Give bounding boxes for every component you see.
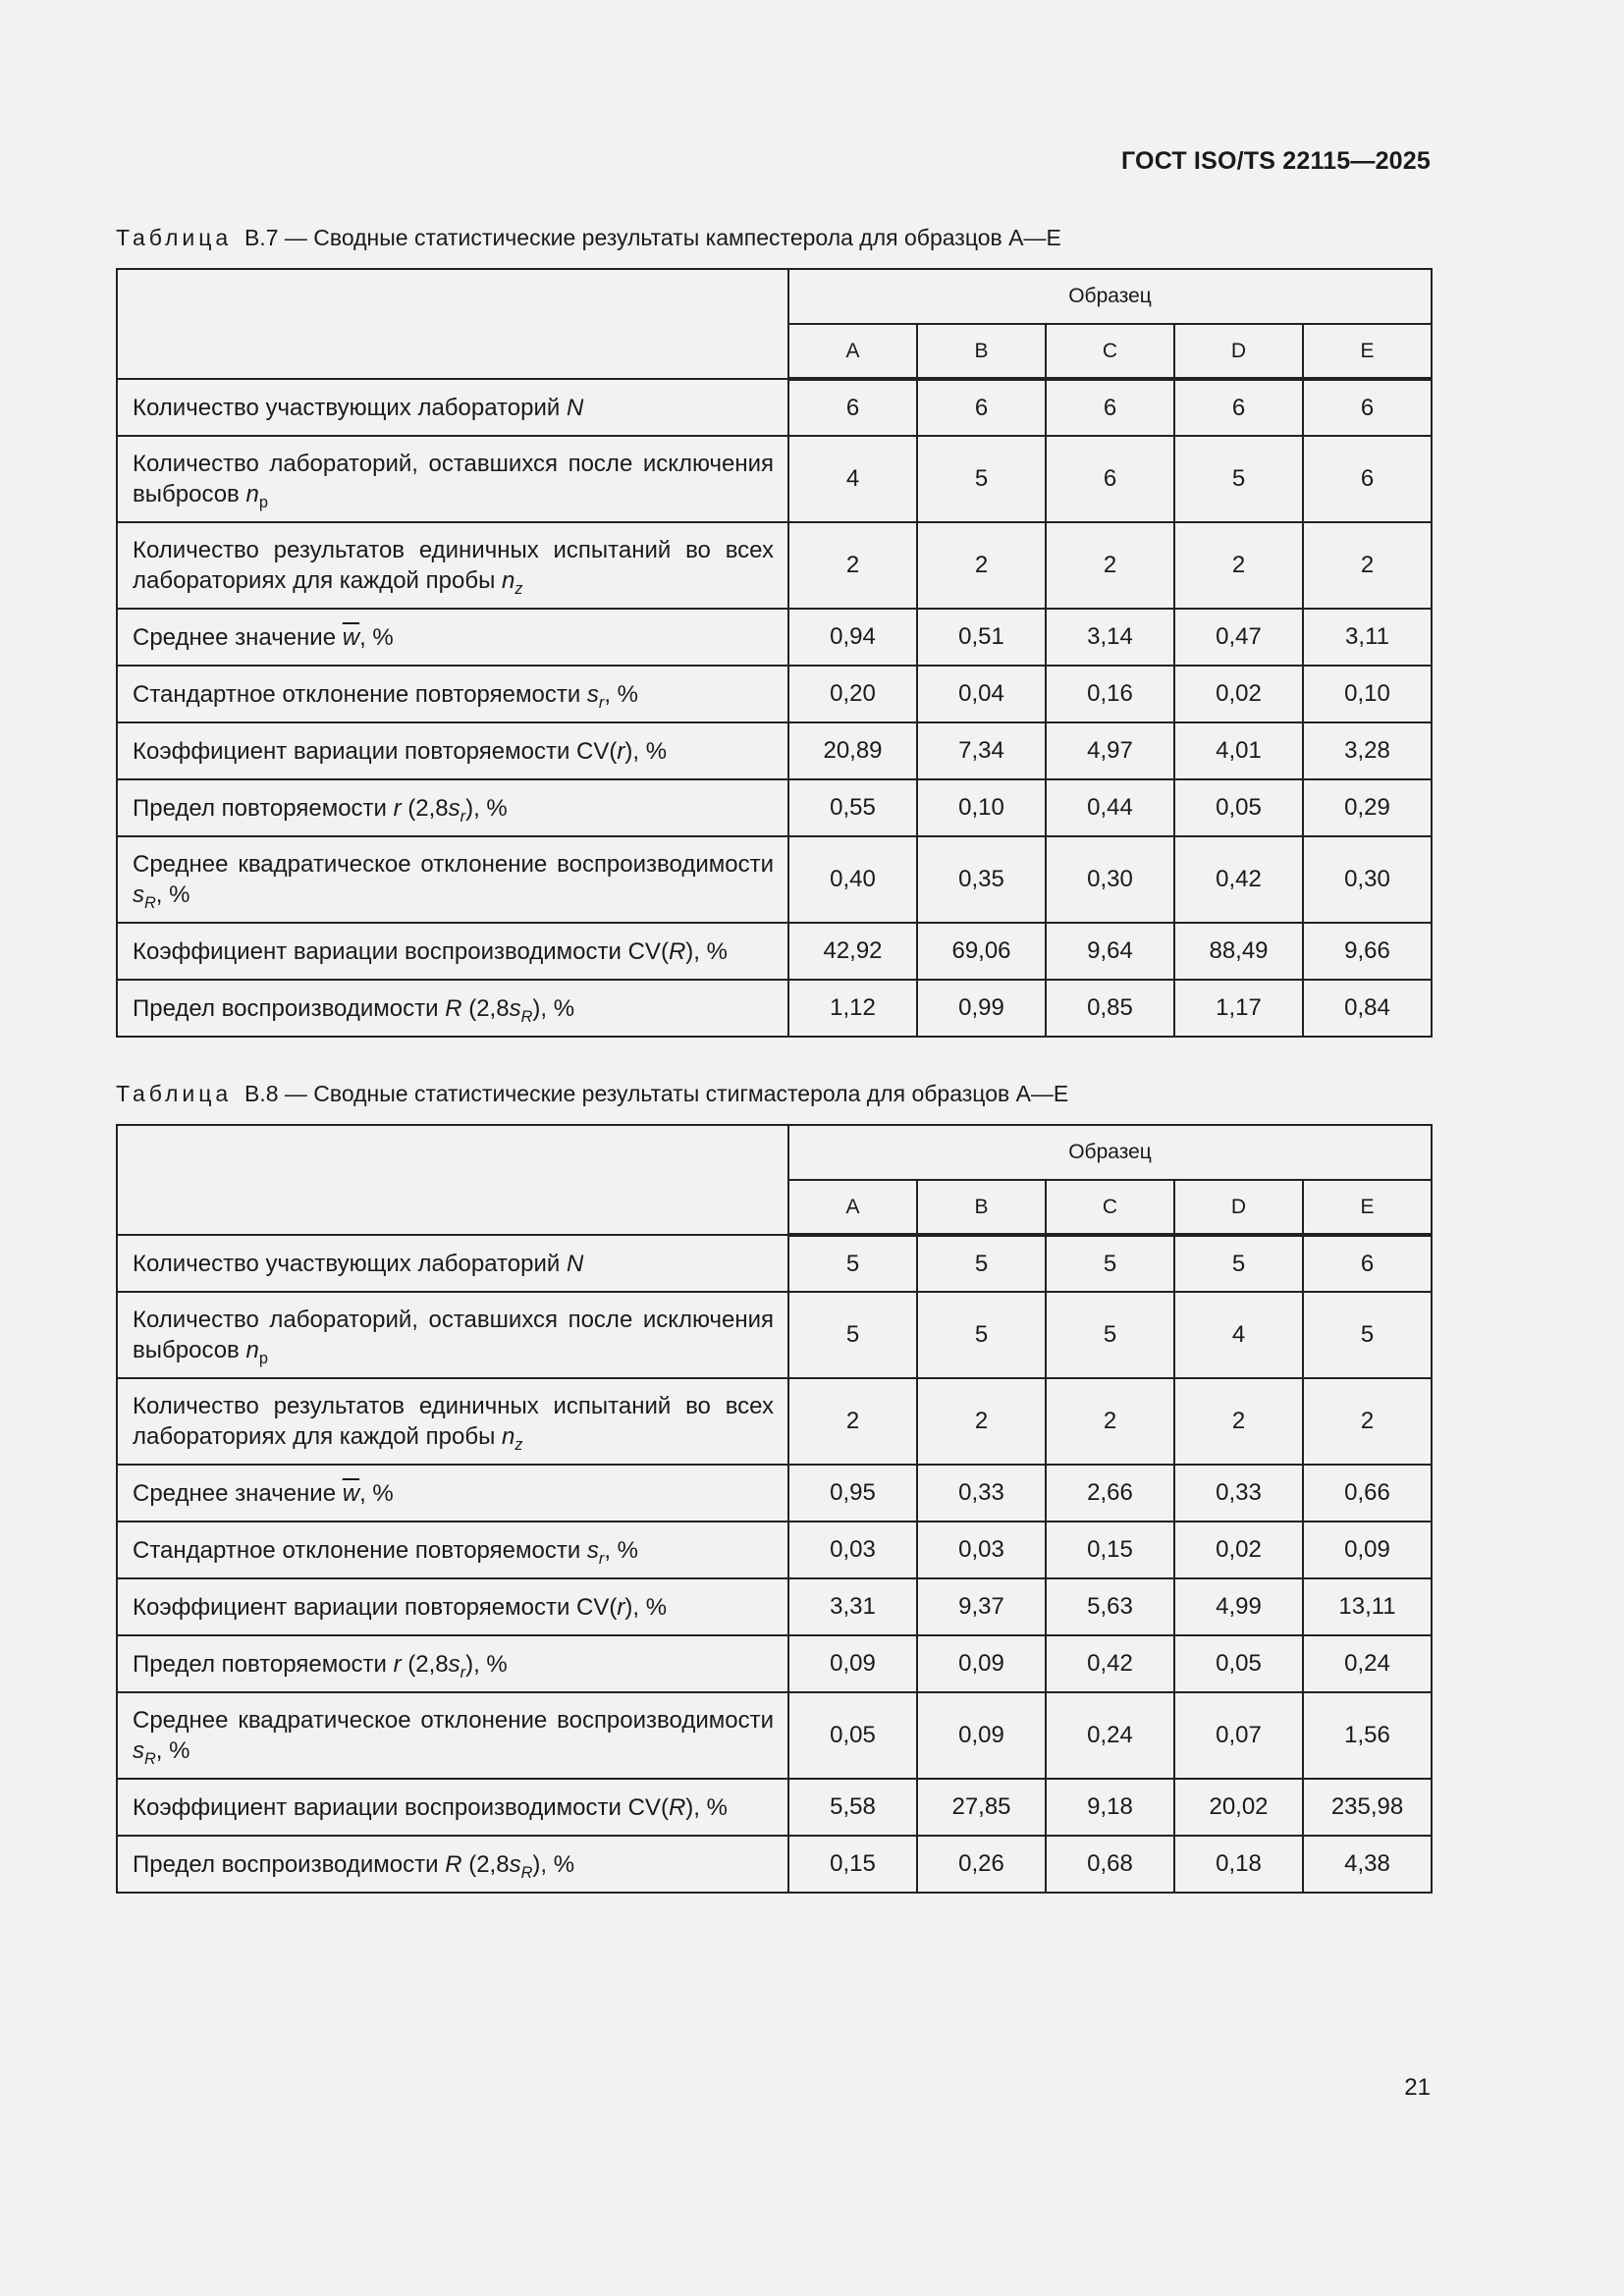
label-text: Количество лабораторий, оставшихся после исключения выбросов (133, 1307, 774, 1363)
table-cell: 20,89 (788, 722, 917, 779)
label-text: Коэффициент вариации воспроизводимости CV( (133, 1793, 669, 1821)
table-caption (116, 1081, 1068, 1107)
row-label (117, 522, 788, 609)
table-cell: 9,64 (1046, 923, 1174, 980)
table-cell: 0,30 (1046, 836, 1174, 923)
table-cell: 6 (788, 379, 917, 436)
table-cell: 0,33 (1174, 1465, 1303, 1522)
label-text: (2,8 (401, 1650, 449, 1678)
table-cell: 2 (1303, 1378, 1432, 1465)
label-text: Среднее значение (133, 1479, 343, 1507)
table-cell: 0,24 (1046, 1692, 1174, 1779)
table-cell: 0,42 (1046, 1635, 1174, 1692)
table-cell: 88,49 (1174, 923, 1303, 980)
subscript: r (460, 807, 466, 826)
table-cell: 0,02 (1174, 1522, 1303, 1578)
symbol: $\overline{w}$ (342, 1479, 360, 1507)
table-cell: 2 (917, 1378, 1046, 1465)
stats-table-b8 (116, 1124, 1433, 1894)
table-cell: 2 (1046, 522, 1174, 609)
label-text: (2,8 (461, 994, 510, 1022)
label-text: , % (155, 881, 190, 908)
page-number: 21 (1404, 2074, 1431, 2101)
label-text: Предел воспроизводимости (133, 994, 446, 1022)
symbol: n (501, 1423, 515, 1450)
table-cell: 9,37 (917, 1578, 1046, 1635)
row-label (117, 836, 788, 923)
table-cell: 6 (1303, 436, 1432, 522)
table-cell: 4 (1174, 1292, 1303, 1378)
table-row (117, 1235, 1432, 1292)
stub-header-cell (117, 1125, 788, 1235)
table-cell: 0,04 (917, 666, 1046, 722)
table-cell: 0,40 (788, 836, 917, 923)
table-cell: 5 (788, 1235, 917, 1292)
table-cell: 69,06 (917, 923, 1046, 980)
table-cell: 5 (788, 1292, 917, 1378)
table-cell: 0,47 (1174, 609, 1303, 666)
subscript: z (514, 580, 523, 598)
column-header: E (1303, 324, 1432, 379)
table-cell: 1,12 (788, 980, 917, 1037)
label-text: (2,8 (401, 794, 449, 822)
table-cell: 4,38 (1303, 1836, 1432, 1893)
table-cell: 235,98 (1303, 1779, 1432, 1836)
stats-table-b7 (116, 268, 1433, 1038)
table-cell: 0,33 (917, 1465, 1046, 1522)
group-header: Образец (788, 269, 1432, 324)
table-cell: 5 (1174, 436, 1303, 522)
label-text: Количество лабораторий, оставшихся после исключения выбросов (133, 451, 774, 507)
table-cell: 0,02 (1174, 666, 1303, 722)
table-row (117, 666, 1432, 722)
row-label (117, 436, 788, 522)
table-cell: 4,97 (1046, 722, 1174, 779)
table-row (117, 722, 1432, 779)
label-text: ), % (685, 1793, 728, 1821)
stub-header-cell (117, 269, 788, 379)
table-cell: 2 (788, 522, 917, 609)
label-text: ), % (532, 1850, 575, 1878)
label-text: Стандартное отклонение повторяемости (133, 680, 587, 708)
column-header: C (1046, 324, 1174, 379)
table-cell: 5,63 (1046, 1578, 1174, 1635)
table-cell: 2 (917, 522, 1046, 609)
symbol: s (448, 1650, 460, 1678)
table-cell: 1,56 (1303, 1692, 1432, 1779)
table-row (117, 1292, 1432, 1378)
row-label (117, 1779, 788, 1836)
table-cell: 2 (1174, 522, 1303, 609)
table-cell: 0,99 (917, 980, 1046, 1037)
table-caption-text: В.7 — Сводные статистические результаты кампестерола для образцов A—E (244, 225, 1061, 250)
label-text: Количество результатов единичных испытаний во всех лабораториях для каждой пробы (133, 537, 774, 594)
table-cell: 0,03 (917, 1522, 1046, 1578)
column-header: A (788, 324, 917, 379)
label-text: Коэффициент вариации воспроизводимости CV( (133, 937, 669, 965)
table-row (117, 1836, 1432, 1893)
table-cell: 0,09 (1303, 1522, 1432, 1578)
table-cell: 2,66 (1046, 1465, 1174, 1522)
symbol: r (617, 737, 625, 765)
table-cell: 2 (1303, 522, 1432, 609)
table-cell: 0,66 (1303, 1465, 1432, 1522)
table-cell: 0,84 (1303, 980, 1432, 1037)
symbol: s (586, 680, 599, 708)
table-row (117, 980, 1432, 1037)
table-cell: 6 (1174, 379, 1303, 436)
row-label (117, 980, 788, 1037)
symbol: n (245, 1337, 259, 1363)
table-cell: 0,09 (917, 1692, 1046, 1779)
table-row (117, 1692, 1432, 1779)
subscript: p (258, 1350, 268, 1367)
table-row (117, 779, 1432, 836)
label-text: ), % (465, 1650, 508, 1678)
label-text: , % (604, 1536, 639, 1564)
table-cell: 6 (917, 379, 1046, 436)
table-cell: 0,05 (1174, 779, 1303, 836)
table-cell: 5 (1174, 1235, 1303, 1292)
row-label (117, 1292, 788, 1378)
group-header: Образец (788, 1125, 1432, 1180)
subscript: r (460, 1663, 466, 1682)
label-text: Количество участвующих лабораторий (133, 1250, 567, 1277)
label-text: Коэффициент вариации повторяемости CV( (133, 1593, 618, 1621)
row-label (117, 1836, 788, 1893)
table-row (117, 436, 1432, 522)
row-label (117, 722, 788, 779)
label-text: Предел повторяемости (133, 794, 394, 822)
table-cell: 0,15 (1046, 1522, 1174, 1578)
row-label (117, 1635, 788, 1692)
table-cell: 4 (788, 436, 917, 522)
row-label (117, 1465, 788, 1522)
symbol: s (448, 794, 460, 822)
column-header: A (788, 1180, 917, 1235)
table-cell: 0,42 (1174, 836, 1303, 923)
symbol: n (501, 567, 515, 594)
table-cell: 0,09 (917, 1635, 1046, 1692)
column-header: C (1046, 1180, 1174, 1235)
table-cell: 4,01 (1174, 722, 1303, 779)
table-cell: 6 (1303, 1235, 1432, 1292)
table-cell: 5 (917, 436, 1046, 522)
column-header: B (917, 1180, 1046, 1235)
row-label (117, 666, 788, 722)
label-text: (2,8 (461, 1850, 510, 1878)
table-row (117, 1635, 1432, 1692)
symbol: R (445, 1850, 462, 1878)
table-cell: 0,55 (788, 779, 917, 836)
row-label (117, 1522, 788, 1578)
table-cell: 0,05 (1174, 1635, 1303, 1692)
symbol: r (393, 1650, 402, 1678)
label-text: Среднее квадратическое отклонение воспроизводимости (133, 1707, 774, 1734)
table-cell: 0,24 (1303, 1635, 1432, 1692)
label-text: ), % (685, 937, 728, 965)
column-header: D (1174, 1180, 1303, 1235)
table-cell: 0,94 (788, 609, 917, 666)
label-text: Количество участвующих лабораторий (133, 394, 567, 421)
table-cell: 3,11 (1303, 609, 1432, 666)
table-row (117, 1522, 1432, 1578)
table-row (117, 609, 1432, 666)
table-row (117, 836, 1432, 923)
table-cell: 0,05 (788, 1692, 917, 1779)
document-id: ГОСТ ISO/TS 22115—2025 (1121, 147, 1431, 175)
table-cell: 2 (1174, 1378, 1303, 1465)
table-caption-label: Таблица (116, 1081, 233, 1106)
table-cell: 0,26 (917, 1836, 1046, 1893)
row-label (117, 1378, 788, 1465)
table-row (117, 522, 1432, 609)
column-header: B (917, 324, 1046, 379)
subscript: p (258, 494, 268, 511)
label-text: , % (359, 1479, 394, 1507)
label-text: Предел повторяемости (133, 1650, 394, 1678)
label-text: Стандартное отклонение повторяемости (133, 1536, 587, 1564)
table-cell: 6 (1303, 379, 1432, 436)
row-label (117, 609, 788, 666)
table-cell: 6 (1046, 436, 1174, 522)
table-cell: 0,10 (917, 779, 1046, 836)
table-cell: 5 (1046, 1292, 1174, 1378)
table-cell: 0,10 (1303, 666, 1432, 722)
table-cell: 0,18 (1174, 1836, 1303, 1893)
table-cell: 5 (917, 1235, 1046, 1292)
table-cell: 9,18 (1046, 1779, 1174, 1836)
table-cell: 2 (788, 1378, 917, 1465)
table-cell: 20,02 (1174, 1779, 1303, 1836)
subscript: R (520, 1863, 533, 1882)
table-cell: 0,15 (788, 1836, 917, 1893)
table-cell: 6 (1046, 379, 1174, 436)
table-cell: 0,95 (788, 1465, 917, 1522)
label-text: Среднее значение (133, 623, 343, 651)
symbol: s (586, 1536, 599, 1564)
row-label (117, 1692, 788, 1779)
table-cell: 2 (1046, 1378, 1174, 1465)
table-cell: 0,44 (1046, 779, 1174, 836)
table-cell: 0,07 (1174, 1692, 1303, 1779)
table-cell: 4,99 (1174, 1578, 1303, 1635)
label-text: Количество результатов единичных испытаний во всех лабораториях для каждой пробы (133, 1393, 774, 1450)
table-cell: 5,58 (788, 1779, 917, 1836)
subscript: r (598, 693, 605, 712)
table-row (117, 1465, 1432, 1522)
symbol: N (566, 1250, 584, 1277)
table-cell: 5 (917, 1292, 1046, 1378)
label-text: , % (359, 623, 394, 651)
label-text: ), % (624, 737, 668, 765)
table-row (117, 1779, 1432, 1836)
table-cell: 0,03 (788, 1522, 917, 1578)
table-cell: 0,16 (1046, 666, 1174, 722)
table-cell: 0,35 (917, 836, 1046, 923)
table-caption (116, 225, 1061, 251)
symbol: R (668, 1793, 686, 1821)
table-row (117, 1378, 1432, 1465)
symbol: $\overline{w}$ (342, 623, 360, 651)
table-cell: 0,20 (788, 666, 917, 722)
table-cell: 42,92 (788, 923, 917, 980)
label-text: ), % (532, 994, 575, 1022)
table-cell: 5 (1046, 1235, 1174, 1292)
table-cell: 5 (1303, 1292, 1432, 1378)
table-cell: 9,66 (1303, 923, 1432, 980)
symbol: r (393, 794, 402, 822)
table-row (117, 379, 1432, 436)
table-cell: 0,51 (917, 609, 1046, 666)
subscript: R (144, 894, 156, 912)
symbol: R (445, 994, 462, 1022)
symbol: s (509, 994, 521, 1022)
label-text: ), % (465, 794, 508, 822)
symbol: R (668, 937, 686, 965)
table-row (117, 923, 1432, 980)
row-label (117, 1578, 788, 1635)
table-cell: 3,31 (788, 1578, 917, 1635)
symbol: s (509, 1850, 521, 1878)
symbol: s (133, 881, 144, 908)
subscript: R (520, 1007, 533, 1026)
row-label (117, 779, 788, 836)
table-cell: 3,14 (1046, 609, 1174, 666)
table-cell: 7,34 (917, 722, 1046, 779)
table-row (117, 1578, 1432, 1635)
label-text: , % (604, 680, 639, 708)
column-header: D (1174, 324, 1303, 379)
label-text: Среднее квадратическое отклонение воспроизводимости (133, 851, 774, 878)
label-text: Предел воспроизводимости (133, 1850, 446, 1878)
table-cell: 3,28 (1303, 722, 1432, 779)
row-label (117, 379, 788, 436)
symbol: r (617, 1593, 625, 1621)
table-cell: 0,29 (1303, 779, 1432, 836)
table-cell: 0,09 (788, 1635, 917, 1692)
label-text: ), % (624, 1593, 668, 1621)
symbol: N (566, 394, 584, 421)
label-text: Коэффициент вариации повторяемости CV( (133, 737, 618, 765)
table-caption-label: Таблица (116, 225, 233, 250)
label-text: , % (155, 1737, 190, 1764)
column-header: E (1303, 1180, 1432, 1235)
subscript: r (598, 1549, 605, 1568)
table-cell: 0,85 (1046, 980, 1174, 1037)
row-label (117, 923, 788, 980)
table-cell: 0,30 (1303, 836, 1432, 923)
symbol: s (133, 1737, 144, 1764)
table-cell: 0,68 (1046, 1836, 1174, 1893)
table-caption-text: В.8 — Сводные статистические результаты стигмастерола для образцов A—E (244, 1081, 1069, 1106)
subscript: R (144, 1750, 156, 1768)
table-cell: 1,17 (1174, 980, 1303, 1037)
subscript: z (514, 1436, 523, 1454)
table-cell: 27,85 (917, 1779, 1046, 1836)
symbol: n (245, 481, 259, 507)
row-label (117, 1235, 788, 1292)
table-cell: 13,11 (1303, 1578, 1432, 1635)
